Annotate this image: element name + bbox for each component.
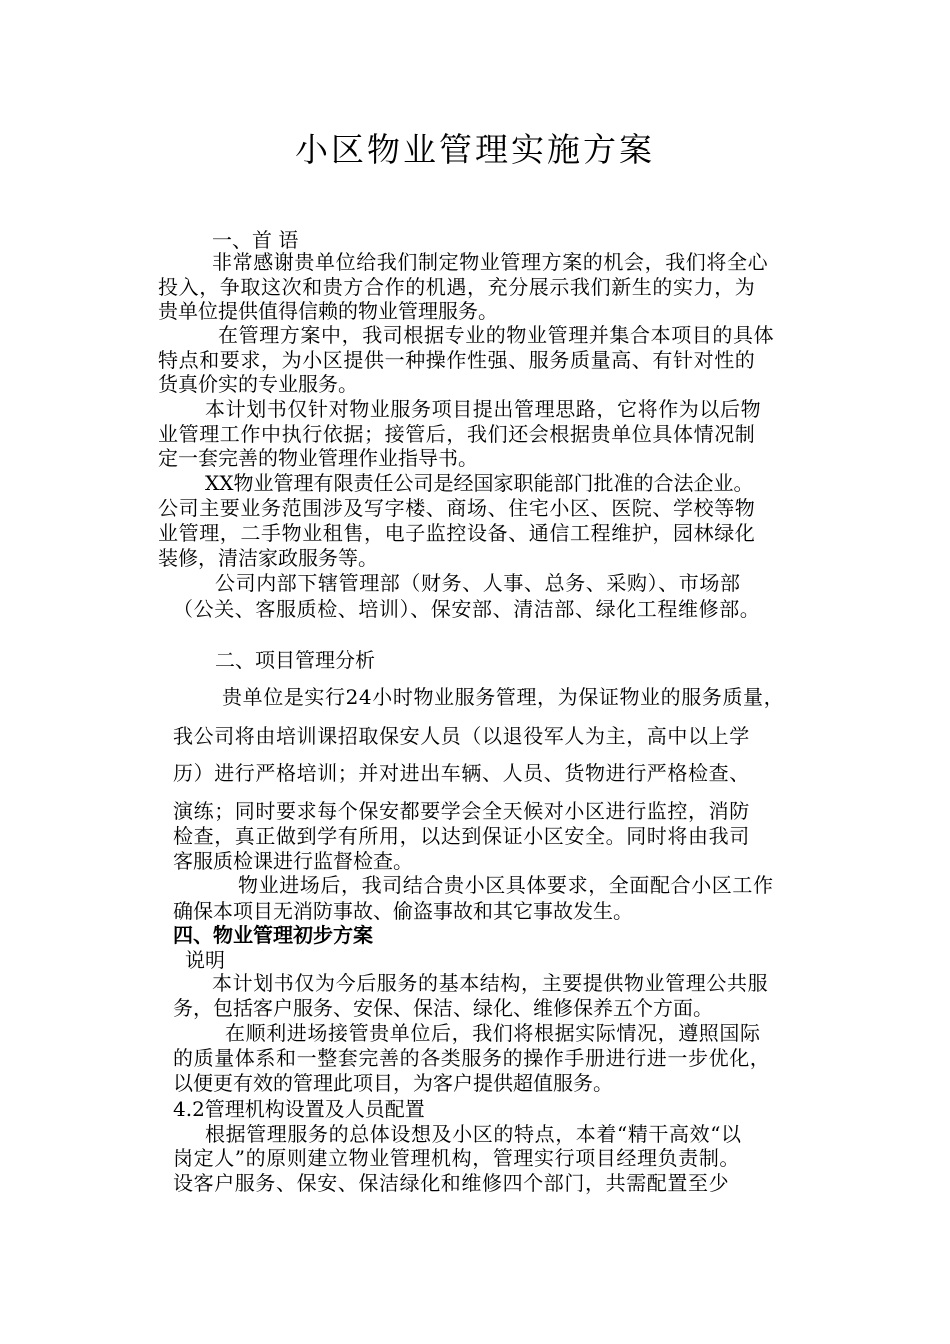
paragraph-line: 本计划书仅针对物业服务项目提出管理思路，它将作为以后物 xyxy=(205,397,762,421)
paragraph-line: 历）进行严格培训；并对进出车辆、人员、货物进行严格检查、 xyxy=(173,761,750,785)
paragraph-line: 设客户服务、保安、保洁绿化和维修四个部门，共需配置至少 xyxy=(173,1171,730,1195)
paragraph-line: 贵单位是实行24小时物业服务管理，为保证物业的服务质量， xyxy=(222,685,785,709)
paragraph-line: 岗定人”的原则建立物业管理机构，管理实行项目经理负责制。 xyxy=(173,1146,741,1170)
paragraph-line: 业管理，二手物业租售，电子监控设备、通信工程维护，园林绿化 xyxy=(158,521,756,545)
paragraph-line: 在顺利进场接管贵单位后，我们将根据实际情况，遵照国际 xyxy=(225,1021,761,1045)
subheading-explanation: 说明 xyxy=(185,948,225,972)
paragraph-line: 检查，真正做到学有所用，以达到保证小区安全。同时将由我司 xyxy=(173,824,750,848)
paragraph-line: 物业进场后，我司结合贵小区具体要求，全面配合小区工作 xyxy=(238,873,774,897)
paragraph-line: 装修，清洁家政服务等。 xyxy=(158,546,378,570)
paragraph-line: 演练；同时要求每个保安都要学会全天候对小区进行监控，消防 xyxy=(173,799,750,823)
paragraph-line: 本计划书仅为今后服务的基本结构，主要提供物业管理公共服 xyxy=(212,971,769,995)
paragraph-line: 在管理方案中，我司根据专业的物业管理并集合本项目的具体 xyxy=(218,323,775,347)
paragraph-line: XX物业管理有限责任公司是经国家职能部门批准的合法企业。 xyxy=(205,471,754,495)
paragraph-line: 货真价实的专业服务。 xyxy=(158,372,358,396)
paragraph-line: 贵单位提供值得信赖的物业管理服务。 xyxy=(158,299,498,323)
paragraph-line: 投入，争取这次和贵方合作的机遇，充分展示我们新生的实力，为 xyxy=(158,275,756,299)
section-heading-preface: 一、首 语 xyxy=(212,228,299,252)
section-heading-project-analysis: 二、项目管理分析 xyxy=(215,648,375,672)
paragraph-line: 定一套完善的物业管理作业指导书。 xyxy=(158,446,478,470)
paragraph-line: 的质量体系和一整套完善的各类服务的操作手册进行进一步优化， xyxy=(173,1046,771,1070)
paragraph-line: 我公司将由培训课招取保安人员（以退役军人为主，高中以上学 xyxy=(173,724,750,748)
section-heading-preliminary-plan: 四、物业管理初步方案 xyxy=(173,923,373,947)
paragraph-line: 特点和要求，为小区提供一种操作性强、服务质量高、有针对性的 xyxy=(158,348,756,372)
paragraph-line: （公关、客服质检、培训）、保安部、清洁部、绿化工程维修部。 xyxy=(173,597,761,621)
document-title: 小区物业管理实施方案 xyxy=(295,130,655,169)
paragraph-line: 确保本项目无消防事故、偷盗事故和其它事故发生。 xyxy=(173,899,633,923)
paragraph-line: 务，包括客户服务、安保、保洁、绿化、维修保养五个方面。 xyxy=(173,996,713,1020)
subheading-organization-staffing: 4.2管理机构设置及人员配置 xyxy=(173,1097,425,1121)
paragraph-line: 公司内部下辖管理部（财务、人事、总务、采购）、市场部 xyxy=(215,571,741,595)
paragraph-line: 公司主要业务范围涉及写字楼、商场、住宅小区、医院、学校等物 xyxy=(158,496,756,520)
paragraph-line: 客服质检课进行监督检查。 xyxy=(173,849,413,873)
paragraph-line: 根据管理服务的总体设想及小区的特点，本着“精干高效“以 xyxy=(205,1122,742,1146)
paragraph-line: 业管理工作中执行依据；接管后，我们还会根据贵单位具体情况制 xyxy=(158,422,756,446)
paragraph-line: 以便更有效的管理此项目，为客户提供超值服务。 xyxy=(173,1071,613,1095)
paragraph-line: 非常感谢贵单位给我们制定物业管理方案的机会，我们将全心 xyxy=(212,250,769,274)
